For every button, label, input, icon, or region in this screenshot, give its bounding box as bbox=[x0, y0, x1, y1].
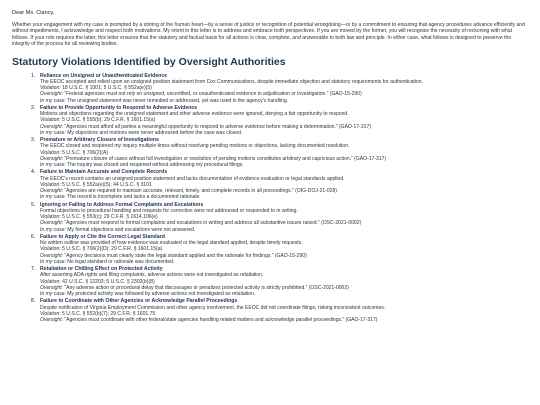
intro-paragraph: Whether your engagement with my case is prompted by a stirring of the human heart—by a sense of justice or recognition of potential wrongdoing—or by a commitment to ensuring that agency procedures advance efficiently and without impediments, I acknowledge and respect both motivations. My intent in this letter is to address and embrace both perspectives. If you are moved by the former, you will recognize the necessity of reckoning with what follows. If your role requires the latter, this letter ensures that the statutory and factual basis for all actions is clear, complete, and answerable to both law and principle. In either case, what follows is designed to preserve the integrity of the process for all reviewing bodies. bbox=[12, 22, 525, 48]
violation-item bbox=[40, 105, 528, 136]
violation-citation-label: Violation: bbox=[40, 85, 61, 92]
in-my-case bbox=[40, 227, 528, 233]
violation-citation-label: Violation: bbox=[40, 310, 61, 317]
oversight-quote-label: Oversight: bbox=[40, 188, 63, 195]
in-my-case bbox=[40, 130, 528, 136]
oversight-quote-text: “Agency decisions must clearly state the legal standard applied and the rationale for findings.” (GAO-15-290) bbox=[63, 252, 307, 259]
oversight-quote-label: Oversight: bbox=[40, 284, 63, 291]
violation-citation-label: Violation: bbox=[40, 278, 61, 285]
violation-citation-text: 5 U.S.C. § 555(b); 29 C.F.R. § 1601.15(a) bbox=[60, 117, 156, 124]
oversight-quote-text: “Federal agencies must not rely on unsigned, uncertified, or unauthenticated evidence in adjudication or investigation.” (GAO-15-290) bbox=[63, 91, 362, 98]
violation-title: Premature or Arbitrary Closure of Investigations bbox=[40, 137, 159, 144]
in-my-case bbox=[40, 291, 528, 297]
violation-item bbox=[40, 169, 528, 200]
greeting: Dear Ms. Clancy, bbox=[12, 10, 55, 16]
violation-title: Failure to Provide Opportunity to Respond to Adverse Evidence bbox=[40, 104, 198, 111]
violation-item bbox=[40, 234, 528, 265]
oversight-quote-text: “Agencies must respond to formal complaints and escalations in writing and address all substantive issues raised.” (OSC-2021-0002) bbox=[63, 220, 362, 227]
oversight-quote-text: “Agencies must afford all parties a meaningful opportunity to respond to adverse evidence before making a determination.” (GAO-17-317) bbox=[63, 123, 371, 130]
oversight-quote-label: Oversight: bbox=[40, 123, 63, 130]
in-my-case-label: In my case: bbox=[40, 97, 66, 104]
in-my-case-label: In my case: bbox=[40, 162, 66, 169]
violation-citation-text: 5 U.S.C. § 706(2)(D); 29 C.F.R. § 1601.15(a) bbox=[60, 246, 163, 253]
oversight-quote bbox=[40, 317, 528, 323]
oversight-quote-label: Oversight: bbox=[40, 316, 63, 323]
violation-title: Failure to Maintain Accurate and Complete Records bbox=[40, 169, 168, 176]
violation-description: Despite notification of Virginia Employment Commission and other agency involvement, the EEOC did not coordinate filings, risking inconsistent outcomes. bbox=[40, 304, 386, 311]
in-my-case-text: The record is incomplete and lacks a documented rationale. bbox=[65, 194, 201, 201]
violation-description: After asserting ADA rights and filing complaints, adverse actions were not investigated as retaliation. bbox=[40, 272, 264, 279]
violation-item bbox=[40, 202, 528, 233]
violation-description: Motions and objections regarding the unsigned statement and other adverse evidence were ignored, denying a fair opportunity to respond. bbox=[40, 111, 349, 118]
section-title: Statutory Violations Identified by Oversight Authorities bbox=[12, 55, 286, 68]
in-my-case-text: No legal standard or rationale was documented. bbox=[65, 258, 175, 265]
violation-citation-label: Violation: bbox=[40, 246, 61, 253]
oversight-quote-label: Oversight: bbox=[40, 155, 63, 162]
violation-citation-text: 5 U.S.C. § 552a(e)(5); 44 U.S.C. § 3101 bbox=[60, 181, 152, 188]
violation-description: The EEOC closed and reopened my inquiry multiple times without resolving pending motions or objections, lacking documented resolution. bbox=[40, 143, 350, 150]
violation-title: Reliance on Unsigned or Unauthenticated Evidence bbox=[40, 72, 168, 79]
violation-citation-label: Violation: bbox=[40, 214, 61, 221]
in-my-case-label: In my case: bbox=[40, 129, 66, 136]
violation-item bbox=[40, 137, 528, 168]
violation-item bbox=[40, 298, 528, 323]
violation-citation-label: Violation: bbox=[40, 181, 61, 188]
violation-citation-label: Violation: bbox=[40, 149, 61, 156]
violation-title: Retaliation or Chilling Effect on Protected Activity bbox=[40, 265, 163, 272]
oversight-quote-text: “Agencies must coordinate with other federal/state agencies handling related matters and acknowledge parallel proceedings.” (GAO-17-317) bbox=[63, 316, 378, 323]
violation-citation-text: 5 U.S.C. § 552(b)(7); 29 C.F.R. § 1601.75 bbox=[60, 310, 156, 317]
violation-description: No written outline was provided of how evidence was evaluated or the legal standard applied, despite timely requests. bbox=[40, 240, 303, 247]
violation-citation-text: 18 U.S.C. § 1001; 5 U.S.C. § 552a(e)(5) bbox=[60, 85, 152, 92]
violation-citation-text: 5 U.S.C. § 553(c); 29 C.F.R. § 1614.106(e) bbox=[60, 214, 158, 221]
oversight-quote-label: Oversight: bbox=[40, 91, 63, 98]
violation-item bbox=[40, 266, 528, 297]
in-my-case-label: In my case: bbox=[40, 194, 66, 201]
in-my-case-label: In my case: bbox=[40, 258, 66, 265]
oversight-quote-text: “Premature closure of cases without full investigation or resolution of pending motions constitutes arbitrary and capricious action.” (GAO-17-317) bbox=[63, 155, 387, 162]
in-my-case bbox=[40, 98, 528, 104]
violation-description: The EEOC accepted and relied upon an unsigned position statement from Cox Communications, despite immediate objection and statutory requirements for authentication. bbox=[40, 79, 423, 86]
violation-description: The EEOC's record contains an unsigned position statement and lacks documentation of evidence evaluation or legal standards applied. bbox=[40, 175, 345, 182]
in-my-case bbox=[40, 259, 528, 265]
violation-citation-text: 42 U.S.C. § 12203; 5 U.S.C. § 2302(b)(8) bbox=[60, 278, 155, 285]
violation-title: Ignoring or Failing to Address Formal Complaints and Escalations bbox=[40, 201, 204, 208]
oversight-quote-label: Oversight: bbox=[40, 252, 63, 259]
violations-list bbox=[12, 73, 528, 324]
in-my-case-text: My formal objections and escalations were not answered. bbox=[65, 226, 196, 233]
in-my-case-label: In my case: bbox=[40, 226, 66, 233]
in-my-case bbox=[40, 194, 528, 200]
violation-item bbox=[40, 73, 528, 104]
in-my-case-text: The unsigned statement was never remedied or addressed, yet was used in the agency's handling. bbox=[65, 97, 289, 104]
oversight-quote-label: Oversight: bbox=[40, 220, 63, 227]
violation-title: Failure to Apply or Cite the Correct Legal Standard bbox=[40, 233, 165, 240]
in-my-case-text: My objections and motions were never addressed before the case was closed. bbox=[65, 129, 243, 136]
in-my-case-text: My protected activity was followed by adverse actions not investigated as retaliation. bbox=[65, 290, 256, 297]
oversight-quote-text: “Any adverse action or procedural delay that discourages or penalizes protected activity is strictly prohibited.” (OSC-2021-0002) bbox=[63, 284, 349, 291]
oversight-quote-text: “Agencies are required to maintain accurate, relevant, timely, and complete records in all proceedings.” (OIG-DOJ-21-028) bbox=[63, 188, 337, 195]
in-my-case-label: In my case: bbox=[40, 290, 66, 297]
violation-description: Formal objections to procedural handling and requests for correction were not addressed or responded to in writing. bbox=[40, 207, 298, 214]
violation-citation-text: 5 U.S.C. § 706(2)(A) bbox=[60, 149, 109, 156]
violation-citation-label: Violation: bbox=[40, 117, 61, 124]
violation-title: Failure to Coordinate with Other Agencies or Acknowledge Parallel Proceedings bbox=[40, 298, 238, 305]
in-my-case bbox=[40, 162, 528, 168]
in-my-case-text: The inquiry was closed and reopened without addressing my procedural filings. bbox=[65, 162, 244, 169]
